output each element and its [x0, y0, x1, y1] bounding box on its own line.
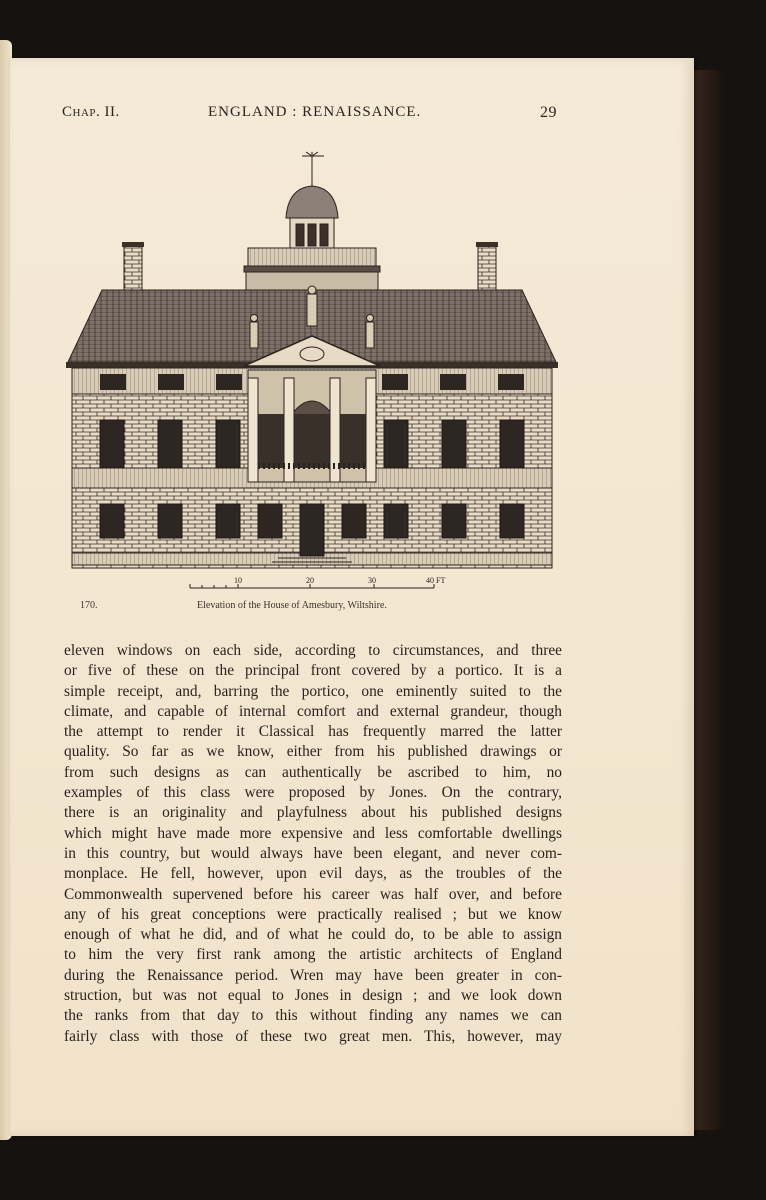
chapter-label: Chap. II. [62, 104, 120, 120]
house-elevation-engraving [62, 148, 562, 598]
text-line: examples of this class were proposed by Jones. On the contrary, [64, 784, 562, 802]
text-line: in this country, but would always have been elegant, and never com- [64, 844, 562, 862]
text-line: to him the very first rank among the artistic architects of England [64, 946, 562, 964]
figure-number: 170. [80, 600, 98, 611]
text-line: which might have made more expensive and less comfortable dwellings [64, 824, 562, 842]
text-line: simple receipt, and, barring the portico, one eminently suited to the [64, 682, 562, 700]
text-line: during the Renaissance period. Wren may have been greater in con- [64, 966, 562, 984]
text-line: eleven windows on each side, according to circumstances, and three [64, 642, 562, 659]
scale-label: 30 [368, 576, 376, 585]
text-line: enough of what he did, and of what he could do, to be able to assign [64, 926, 562, 944]
running-title: ENGLAND : RENAISSANCE. [208, 104, 422, 120]
text-line: there is an originality and playfulness about his published designs [64, 804, 562, 822]
page-number: 29 [540, 104, 557, 121]
scale-label: 20 [306, 576, 314, 585]
scale-label: 40 FT [426, 576, 446, 585]
scale-bar [190, 576, 445, 588]
text-line: the attempt to render it Classical has frequently marred the latter [64, 723, 562, 741]
portico [248, 370, 376, 482]
text-line: climate, and capable of internal comfort and external grandeur, though [64, 702, 562, 720]
body-paragraph [64, 641, 562, 1047]
text-line: fairly class with those of these two great men. This, however, may [64, 1027, 562, 1045]
text-line: the ranks from that day to this without finding any names we can [64, 1007, 562, 1025]
cupola [244, 152, 380, 290]
text-line: or five of these on the principal front covered by a portico. It is a [64, 662, 562, 680]
text-line: quality. So far as we know, either from his published drawings or [64, 743, 562, 761]
figure-caption: Elevation of the House of Amesbury, Wiltshire. [197, 600, 387, 611]
scale-label: 10 [234, 576, 242, 585]
text-line: monplace. He fell, however, upon evil days, as the troubles of the [64, 865, 562, 883]
text-line: any of his great conceptions were practically realised ; but we know [64, 905, 562, 923]
text-line: from such designs as can authentically be ascribed to him, no [64, 763, 562, 781]
text-line: struction, but was not equal to Jones in design ; and we look down [64, 987, 562, 1005]
text-line: Commonwealth supervened before his career was half over, and before [64, 885, 562, 903]
